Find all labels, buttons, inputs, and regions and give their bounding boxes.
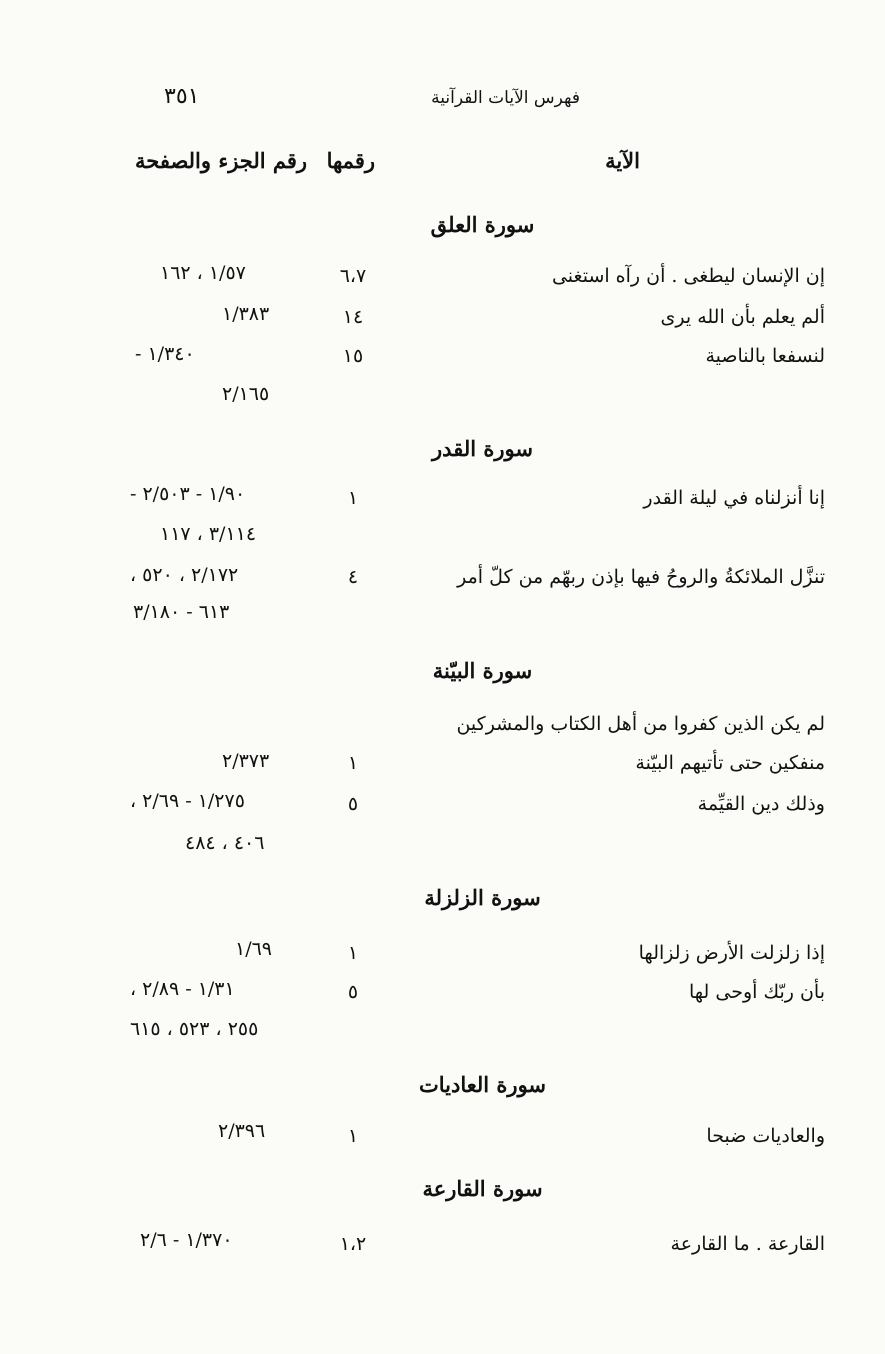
surah-heading: سورة العاديات: [418, 1072, 547, 1097]
column-ref: رقم الجزء والصفحة: [135, 148, 308, 173]
verse-number: ١: [347, 1125, 359, 1147]
volume-page-ref: ٤٠٦ ، ٤٨٤: [185, 832, 265, 854]
verse-text: القارعة . ما القارعة: [670, 1233, 825, 1255]
surah-heading: سورة البيّنة: [432, 658, 533, 683]
verse-text: وذلك دين القيِّمة: [697, 793, 825, 815]
verse-number: ٦،٧: [339, 265, 367, 287]
surah-heading: سورة القدر: [432, 436, 533, 461]
verse-number: ١: [347, 942, 359, 964]
volume-page-ref: ١/٢٧٥ - ٢/٦٩ ،: [130, 790, 245, 812]
running-title: فهرس الآيات القرآنية: [431, 88, 580, 108]
volume-page-ref: ٦١٣ - ٣/١٨٠: [133, 601, 230, 623]
column-number: رقمها: [326, 148, 375, 173]
surah-heading: سورة القارعة: [422, 1176, 543, 1201]
verse-text: إن الإنسان ليطغى . أن رآه استغنى: [551, 265, 825, 287]
verse-text: بأن ربّك أوحى لها: [689, 981, 825, 1003]
volume-page-ref: ٢٥٥ ، ٥٢٣ ، ٦١٥: [130, 1018, 259, 1040]
volume-page-ref: ٢/١٦٥: [222, 383, 270, 405]
surah-heading: سورة الزلزلة: [424, 885, 541, 910]
verse-number: ١: [347, 752, 359, 774]
volume-page-ref: ١/٣٤٠ -: [135, 343, 195, 365]
volume-page-ref: ١/٣٧٠ - ٢/٦: [140, 1229, 233, 1251]
volume-page-ref: ١/٣١ - ٢/٨٩ ،: [130, 978, 235, 1000]
volume-page-ref: ٢/٣٧٣: [222, 750, 270, 772]
verse-text: لنسفعا بالناصية: [705, 345, 825, 367]
volume-page-ref: ٢/١٧٢ ، ٥٢٠ ،: [130, 564, 239, 586]
column-verse: الآية: [605, 148, 640, 173]
volume-page-ref: ٢/٣٩٦: [218, 1120, 266, 1142]
verse-text: لم يكن الذين كفروا من أهل الكتاب والمشركين: [456, 713, 825, 735]
volume-page-ref: ٣/١١٤ ، ١١٧: [160, 523, 257, 545]
verse-number: ١،٢: [339, 1233, 367, 1255]
volume-page-ref: ١/٥٧ ، ١٦٢: [160, 262, 246, 284]
page-number: ٣٥١: [164, 84, 200, 109]
volume-page-ref: ١/٣٨٣: [222, 303, 270, 325]
verse-number: ١٤: [342, 306, 364, 328]
verse-text: والعاديات ضبحا: [706, 1125, 825, 1147]
verse-number: ١٥: [342, 345, 364, 367]
verse-text: إذا زلزلت الأرض زلزالها: [638, 942, 825, 964]
verse-number: ٥: [347, 981, 359, 1003]
surah-heading: سورة العلق: [430, 212, 535, 237]
verse-text: إنا أنزلناه في ليلة القدر: [643, 487, 825, 509]
verse-number: ١: [347, 487, 359, 509]
volume-page-ref: ١/٦٩: [235, 938, 273, 960]
verse-number: ٤: [347, 566, 359, 588]
verse-number: ٥: [347, 793, 359, 815]
verse-text: منفكين حتى تأتيهم البيّنة: [635, 752, 825, 774]
verse-text: تنزَّل الملائكةُ والروحُ فيها بإذن ربهّم من كلّ أمر: [457, 566, 825, 588]
verse-text: ألم يعلم بأن الله يرى: [660, 306, 825, 328]
volume-page-ref: ١/٩٠ - ٢/٥٠٣ -: [130, 483, 246, 505]
